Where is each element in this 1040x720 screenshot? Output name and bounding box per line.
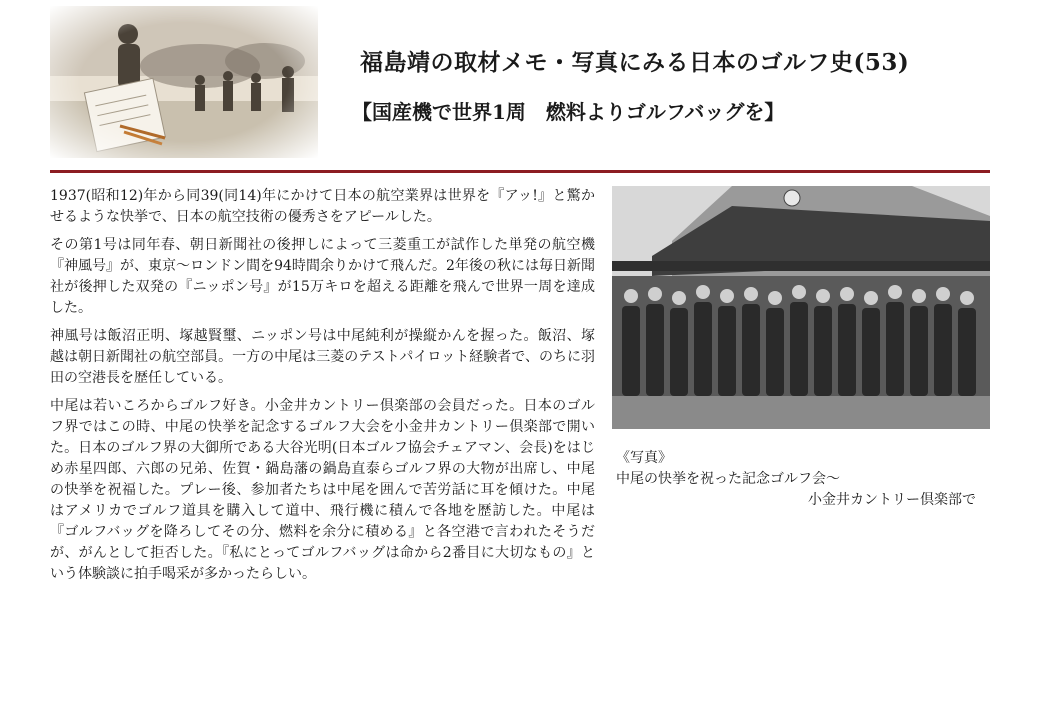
article-paragraph: 中尾は若いころからゴルフ好き。小金井カントリー倶楽部の会員だった。日本のゴルフ界ではこの時、中尾の快挙を記念するゴルフ大会を小金井カントリー倶楽部で開いた。日本のゴルフ界の大御所である大谷光明(日本ゴルフ協会チェアマン、会長)をはじめ赤星四郎、六郎の兄弟、佐賀・鍋島藩の鍋島直泰らゴルフ界の大物が出席し、中尾の快挙を祝福した。プレー後、参加者たちは中尾を囲んで苦労話に耳を傾けた。中尾はアメリカでゴルフ道具を購入して道中、飛行機に積んで各地を歴訪した。中尾は『ゴルフバッグを降ろしてその分、燃料を余分に積める』と各空港で言われたそうだが、がんとして拒否した。『私にとってゴルフバッグは命から2番目に大切なもの』という体験談に拍手喝采が多かったらしい。 [50,398,595,582]
photo-caption [616,448,986,511]
group-photo [612,186,990,429]
caption-label: 《写真》 [616,450,672,466]
page-title: 福島靖の取材メモ・写真にみる日本のゴルフ史(53) [360,49,910,76]
article-paragraph: その第1号は同年春、朝日新聞社の後押しによって三菱重工が試作した単発の航空機『神風号』が、東京～ロンドン間を94時間余りかけて飛んだ。2年後の秋には毎日新聞社が後押した双発の『ニッポン号』が15万キロを超える距離を飛んで世界一周を達成した。 [50,237,595,316]
article-paragraph: 神風号は飯沼正明、塚越賢璽、ニッポン号は中尾純利が操縦かんを握った。飯沼、塚越は朝日新聞社の航空部員。一方の中尾は三菱のテストパイロット経験者で、のちに羽田の空港長を歴任している。 [50,328,595,386]
article-body [50,186,595,592]
article-paragraph: 1937(昭和12)年から同39(同14)年にかけて日本の航空業界は世界を『アッ!』と驚かせるような快挙で、日本の航空技術の優秀さをアピールした。 [50,188,595,225]
header-divider [50,170,990,173]
caption-line: 小金井カントリー倶楽部で [808,492,976,508]
page-subtitle: 【国産機で世界1周 燃料よりゴルフバッグを】 [352,100,785,124]
header-vintage-photo [50,6,318,158]
caption-line: 中尾の快挙を祝った記念ゴルフ会～ [616,471,840,487]
